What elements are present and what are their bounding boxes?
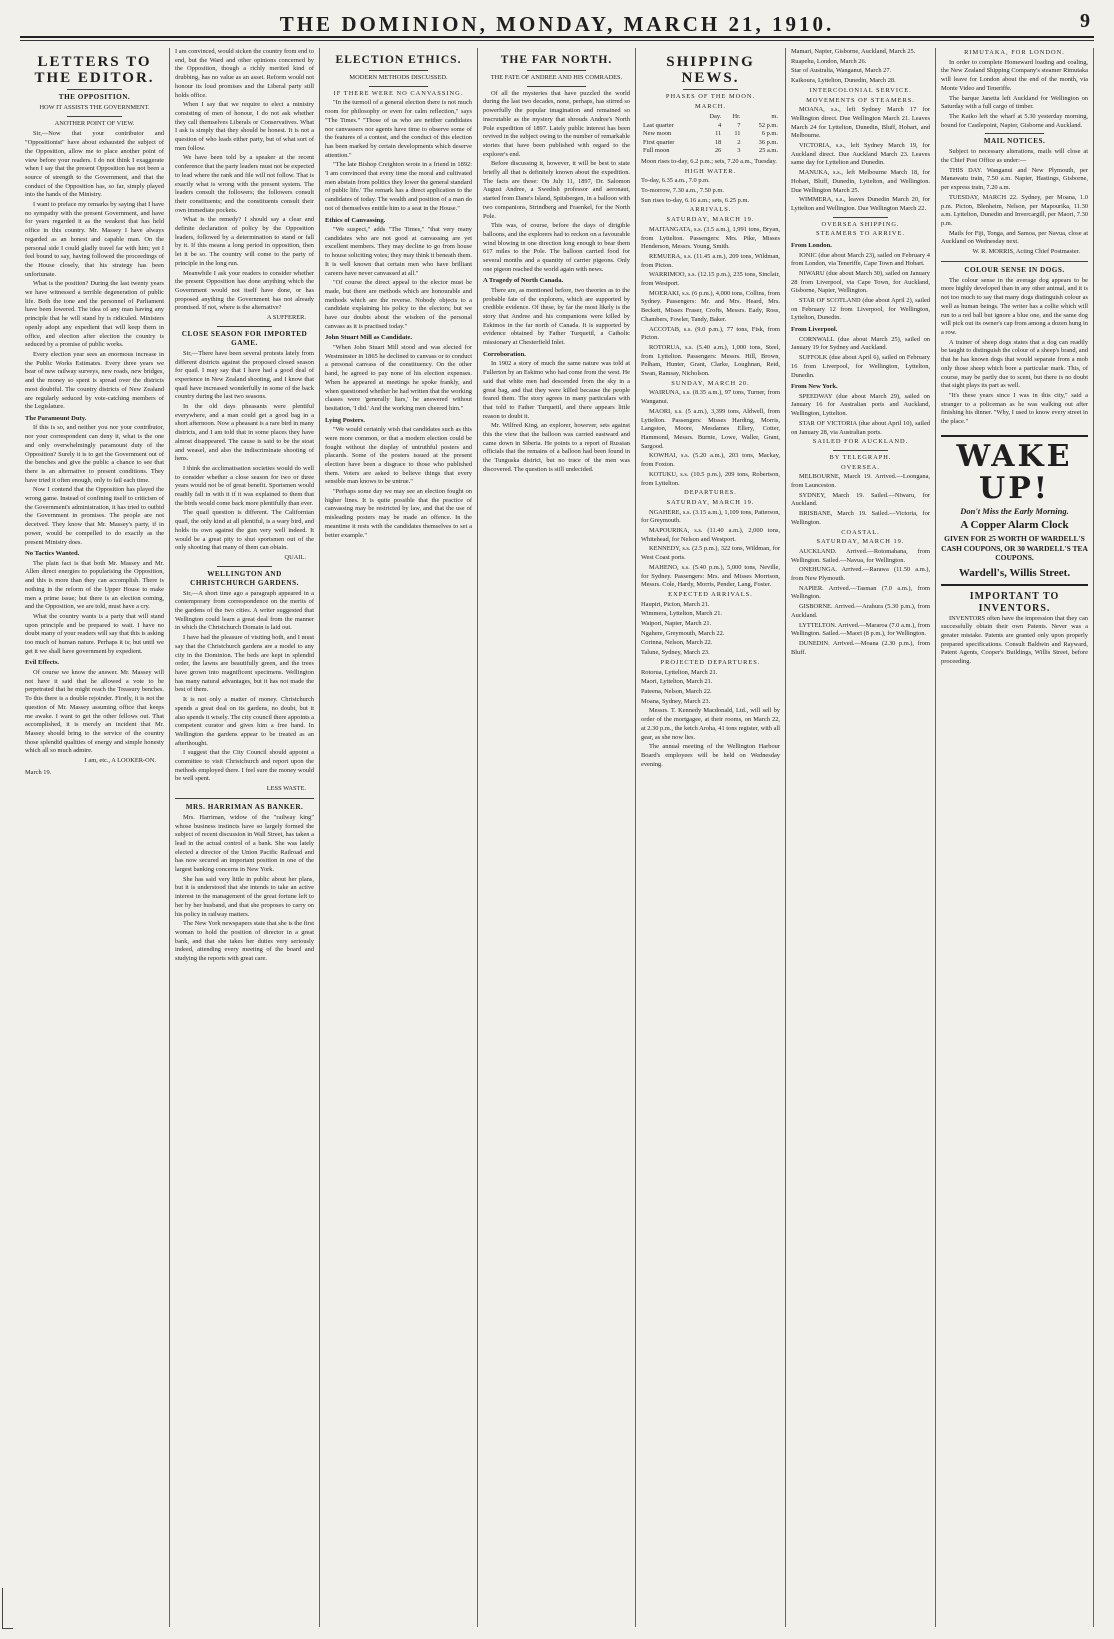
oversea-sub: OVERSEA. xyxy=(840,463,881,471)
article-paragraph: Mr. Wilfred King, an explorer, however, sets against this the view that the balloon was carried eastward and came down in Siberia. He points to a report of Russian officials that the remains of a balloon had been found in the Tunguska district, but no trace of the men was discovered. The question is still undecided. xyxy=(483,422,630,473)
shipping-entry: NGAHERE, s.s. (3.15 a.m.), 1,109 tons, Patterson, for Greymouth. xyxy=(641,508,780,525)
letter-signature: LESS WASTE. xyxy=(266,785,306,793)
shipping-entry: Star of Australia, Wanganui, March 27. xyxy=(791,67,892,75)
inventors-paragraph: INVENTORS often have the impression that they can successfully obtain their own Patents. Never was a greater mistake. Patents are granted only upon properly prepared specifications. Consult Baldwin and Rayward, Patent Agents, Cooper's Buildings, Willis Street, before proceeding. xyxy=(941,614,1088,666)
shipping-entry: KENNEDY, s.s. (2.5 p.m.), 322 tons, Wildman, for West Coast ports. xyxy=(641,545,780,562)
table-cell: 52 p.m. xyxy=(758,121,778,129)
letter-paragraph: Meanwhile I ask your readers to consider whether the present Opposition has done anything which the Government would not itself have done, or has proposed anything the Government has not already promised. If not, where is the alternative? xyxy=(175,269,314,312)
divider xyxy=(67,89,123,90)
shipping-entry: KOTUKU, s.s. (10.5 p.m.), 209 tons, Robertson, from Lyttelton. xyxy=(641,470,780,487)
column-notices xyxy=(936,48,1094,1627)
section-subhead: Ethics of Canvassing. xyxy=(325,216,386,224)
article-paragraph: TUESDAY, MARCH 22. Sydney, per Moana, 1.0 p.m. Picton, Blenheim, Nelson, per Mapourika, 11.30 a.m. Lyttelton, Dunedin and Invercargill, per Maori, 7.30 p.m. xyxy=(941,193,1088,227)
section-subhead: Lying Posters. xyxy=(325,416,365,424)
shipping-entry: Ruapehu, London, March 26. xyxy=(791,57,867,65)
shipping-entry: ACCOTAB, s.s. (9.0 p.m.), 77 tons, Fisk, from Picton. xyxy=(641,325,780,342)
section-subhead: From Liverpool. xyxy=(791,326,838,334)
page-number: 9 xyxy=(1080,10,1090,32)
expected-heading: EXPECTED ARRIVALS. xyxy=(668,590,753,598)
ad-tagline: Don't Miss the Early Morning. xyxy=(960,505,1069,516)
letter-paragraph: The quail question is different. The Californian quail, the only kind at all plentiful, is a wary bird, and holds its own against the gun very well indeed. It would be a great pity to shut sportsmen out of the only shooting that many of them can obtain. xyxy=(175,509,314,552)
table-header: m. xyxy=(771,113,778,121)
shipping-entry: REMUERA, s.s. (11.45 a.m.), 209 tons, Wildman, from Picton. xyxy=(641,252,780,269)
shipping-entry: ROTORUA, s.s. (5.40 a.m.), 1,000 tons, Steel, from Lyttelton. Passengers: Messrs. Hill, Brown, Pelham, Hunter, Grant, Clarke, Loughnan, Reid, Swan, Ramsay, Nicholson. xyxy=(641,343,780,378)
to-arrive-heading: STEAMERS TO ARRIVE. xyxy=(816,230,905,238)
moon-heading: PHASES OF THE MOON. xyxy=(665,93,756,100)
letter-paragraph: The plain fact is that both Mr. Massey and Mr. Allen direct energies to popularising the Opposition, and this is more than they can accomplish. There is nothing in the reform of the Upper House to make men a prime issue; but there is an election coming, and the Opposition, we are told, must have a cry. xyxy=(25,559,164,611)
letter-signature: QUAIL. xyxy=(284,553,306,561)
letter-paragraph: I think the acclimatisation societies would do well to consider whether a close season for two or three years would not be of great benefit. Sportsmen would readily fall in with it if it was explained to them that the birds would come back more plentifully than ever. xyxy=(175,464,314,507)
section-subhead: The Paramount Duty. xyxy=(25,414,87,422)
article-paragraph: "We suspect," adds "The Times," "that very many candidates who are not good at canvassing are yet excellent members. They may decline to go from house to house soliciting votes; they may think it beneath them. It is well known that certain men who have brilliant careers have never canvassed at all." xyxy=(325,226,472,277)
ad-offer: A Copper Alarm Clock xyxy=(960,519,1069,532)
shipping-entry: MAORI, s.s. (5 a.m.), 3,399 tons, Aldwell, from Lyttelton. Passengers: Misses Harding, Morris, Langston, Moore, Mesdames Ellery, Cotter, Hammond, Messrs. Burnie, Lowe, Waller, Grant, Sargood. xyxy=(641,407,780,450)
column-election-ethics xyxy=(320,48,478,1627)
table-cell: 7 xyxy=(737,121,741,129)
table-cell: 26 xyxy=(714,147,722,155)
column-letters-cont xyxy=(170,48,320,1627)
article-paragraph: The barque Janetta left Auckland for Wellington on Saturday with a full cargo of timber. xyxy=(941,94,1088,111)
table-row xyxy=(641,122,780,131)
arrivals-heading: ARRIVALS. xyxy=(689,206,732,214)
election-subhead: MODERN METHODS DISCUSSED. xyxy=(349,74,448,81)
shipping-entry: Talune, Sydney, March 23. xyxy=(641,649,710,657)
table-cell: 2 xyxy=(737,138,741,146)
section-subhead: No Tactics Wanted. xyxy=(25,550,80,558)
departures-heading: DEPARTURES. xyxy=(684,489,737,497)
table-row xyxy=(641,147,780,156)
shipping-entry: STAR OF SCOTLAND (due about April 2), sailed on February 12 from Liverpool, for Wellington, Lyttelton, Dunedin. xyxy=(791,297,930,322)
shipping-entry: VICTORIA, s.s., left Sydney March 19, for Auckland direct. Due Auckland March 23. Leaves same day for Lyttelton and Dunedin. xyxy=(791,142,930,167)
table-cell: Last quarter xyxy=(643,121,674,129)
gardens-heading: WELLINGTON AND CHRISTCHURCH GARDENS. xyxy=(190,569,299,587)
section-subhead: A Tragedy of North Canada. xyxy=(483,277,564,285)
shipping-entry: Corinna, Nelson, March 22. xyxy=(641,639,713,647)
shipping-entry: MANUKA, s.s., left Melbourne March 18, for Hobart, Bluff, Dunedin, Lyttelton, and Wellington. Due Wellington March 25. xyxy=(791,169,930,194)
shipping-entry: SUFFOLK (due about April 6), sailed on February 16 from Liverpool, for Wellington, Lyttelton, Dunedin. xyxy=(791,354,930,379)
article-paragraph: Subject to necessary alterations, mails will close at the Chief Post Office as under:— xyxy=(941,148,1088,165)
shipping-entry: MAPOURIKA, s.s. (11.40 a.m.), 2,000 tons, Whitehead, for Nelson and Westport. xyxy=(641,527,780,543)
subhead-another-point: ANOTHER POINT OF VIEW. xyxy=(54,119,135,127)
shipping-entry: MAITANGATA, s.s. (3.5 a.m.), 1,991 tons, Bryan, from Lyttelton. Passengers: Mrs. Pike, Misses Henderson, Messrs. Young, Smith. xyxy=(641,225,780,251)
divider xyxy=(217,566,273,567)
shipping-entry: Ngahere, Greymouth, March 22. xyxy=(641,629,725,637)
shipping-heading: SHIPPING NEWS. xyxy=(666,54,755,86)
article-paragraph: Mails for Fiji, Tonga, and Samoa, per Navua, close at Auckland on Wednesday next. xyxy=(941,229,1088,246)
article-paragraph: She has said very little in public about her plans, but it is understood that she intends to take an active interest in the management of the great fortune left to her by her husband, and that she proposes to carry on his policy in railway matters. xyxy=(175,875,314,918)
shipping-entry: Waipori, Napier, March 21. xyxy=(641,620,712,628)
divider xyxy=(175,798,314,799)
shipping-entry: IONIC (due about March 23), sailed on February 4 from London, via Teneriffe, Cape Town and Hobart. xyxy=(791,251,930,268)
article-paragraph: "When John Stuart Mill stood and was elected for Westminster in 1865 he declined to canvass or to conduct a personal canvass of the constituency. On the other hand, he agreed to pay none of his election expenses. When he appeared at meetings he spoke frankly, and when questioned whether he had written that the working classes were 'generally liars,' he answered without hesitation, 'I did.' And the working men cheered him." xyxy=(325,343,472,412)
subhead-opposition: THE OPPOSITION. xyxy=(58,93,131,101)
article-paragraph: The Kaiko left the wharf at 5.30 yesterday morning, bound for Castlepoint, Napier, Gisborne and Auckland. xyxy=(941,112,1088,129)
divider xyxy=(527,86,586,87)
letters-heading: LETTERS TO THE EDITOR. xyxy=(34,54,155,86)
election-heading: ELECTION ETHICS. xyxy=(335,54,462,66)
shipping-entry: Mamari, Napier, Gisborne, Auckland, March 25. xyxy=(791,48,916,55)
colour-sense-heading: COLOUR SENSE IN DOGS. xyxy=(964,265,1065,274)
postmaster-signature: W. R. MORRIS, Acting Chief Postmaster. xyxy=(972,248,1080,256)
table-header: Hr. xyxy=(732,113,741,121)
divider xyxy=(985,133,1044,134)
shipping-entry: LYTTELTON. Arrived.—Mararoa (7.0 a.m.), from Wellington. Sailed.—Maori (8 p.m.), for Wellington. xyxy=(791,621,930,638)
shipping-entry: MOERAKI, s.s. (6 p.m.), 4,000 tons, Collins, from Sydney. Passengers: Mr. and Mrs. Heard, Mrs. Beckett, Misses Fraser, Crofts, Messrs. Eady, Ross, Chambers, Fowler, Tandy, Baker. xyxy=(641,289,780,323)
oversea-heading: OVERSEA SHIPPING. xyxy=(821,220,900,228)
shipping-entry: MOANA, s.s., left Sydney March 17 for Wellington direct. Due Wellington March 21. Leaves March 24 for Lyttelton, Dunedin, Bluff, Hobart, and Melbourne. xyxy=(791,106,930,140)
letter-paragraph: Sir,—There have been several protests lately from different districts against the proposed closed season for quail. I may say that I have had a good deal of experience in New Zealand shooting, and I know that quail have increased wonderfully in some of the back country during the last two seasons. xyxy=(175,349,314,401)
letter-paragraph: What is the position? During the last twenty years we have witnessed a terrible degeneration of public life. Both the tone and the personnel of Parliament have been lowered. The idea of any man having any principle that he will stand by is ridiculed. Ministers openly adopt any expedient that will keep them in office, and election after election the country is seduced by a promise of public works. xyxy=(25,280,164,349)
column-far-north xyxy=(478,48,636,1627)
masthead-rule xyxy=(20,40,1094,41)
harriman-heading: MRS. HARRIMAN AS BANKER. xyxy=(185,802,304,811)
moon-table xyxy=(641,113,780,156)
close-season-heading: CLOSE SEASON FOR IMPORTED GAME. xyxy=(181,329,308,347)
letter-paragraph: When I say that we require to elect a ministry consisting of men of honour, I do not ask whether they call themselves Liberals or Conservatives. What I ask is simply that they should be honest. It is not a question of who leads either party, but of what sort of men follow. xyxy=(175,101,314,152)
table-header xyxy=(641,113,698,122)
sailed-heading: SAILED FOR AUCKLAND. xyxy=(812,438,909,446)
masthead xyxy=(20,10,1094,38)
shipping-entry: WARRIMOO, s.s. (12.15 p.m.), 235 tons, Sinclair, from Westport. xyxy=(641,271,780,288)
shipping-entry: Wimmera, Lyttelton, March 21. xyxy=(641,610,723,618)
section-subhead: Corroboration. xyxy=(483,350,526,358)
article-paragraph: Mrs. Harriman, widow of the "railway king" whose business instincts have so largely formed the subject of recent discussion in Wall Street, has taken a lead in the actual control of a bank. She was lately elected a director of the Union Pacific Railroad and has now secured an important position in one of the largest banking concerns in New York. xyxy=(175,813,314,874)
table-cell: Full moon xyxy=(643,147,670,155)
article-paragraph: THIS DAY. Wanganui and New Plymouth, per Manawatu train, 7.50 a.m. Napier, Hastings, Gisborne, per express train, 7.20 a.m. xyxy=(941,166,1088,192)
article-paragraph: "Of course the direct appeal to the elector must be made, but there are methods which are honourable and methods which are the reverse. Nobody objects to a candidate explaining his policy to the electors; but we have our doubts about the wisdom of the personal canvass as it is practised today." xyxy=(325,279,472,330)
shipping-entry: MELBOURNE, March 19. Arrived.—Loongana, from Launceston. xyxy=(791,473,930,490)
letter-paragraph: We have been told by a speaker at the recent conference that the party leaders must not be expected to lead where the rank and file will not follow. That is exactly what is wrong with the present system. The leaders consult the followers; the followers consult their constituents; and the constituents consult their own immediate pockets. xyxy=(175,154,314,214)
column-shipping xyxy=(636,48,786,1627)
table-cell: 11 xyxy=(715,130,722,138)
letter-paragraph: I suggest that the City Council should appoint a committee to visit Christchurch and report upon the methods employed there. I feel sure the money would be well spent. xyxy=(175,749,314,783)
column-letters xyxy=(20,48,170,1627)
shipping-entry: Rotorua, Lyttelton, March 21. xyxy=(641,668,718,676)
divider xyxy=(941,261,1088,262)
high-water-line: To-morrow, 7.30 a.m., 7.50 p.m. xyxy=(641,187,724,195)
article-paragraph: "In the turmoil of a general election there is not much room for philosophy or even for calm reflection," says "The Times." "Those of us who are neither candidates nor canvassers nor agents have time to observe some of the features of a contest, and the conduct of this election has been marked by certain developments which deserve attention." xyxy=(325,99,472,159)
letter-paragraph: I am convinced, would sicken the country from end to end, but the Ward and other opinions concerned by the Opposition, though a richly merited kind of drubbing, has no value as an asset. Reform would not honour its loud promises and the Liberal party still holds office. xyxy=(175,48,314,99)
letter-paragraph: What the country wants is a party that will stand upon principle and be prepared to wait. I have no doubt many of your readers will say that this is asking too much of human nature. Perhaps it is; but until we get it we shall have government by expedient. xyxy=(25,612,164,655)
table-cell: 3 xyxy=(737,147,741,155)
section-subhead: From New York. xyxy=(791,383,838,391)
divider xyxy=(833,450,889,451)
letter-paragraph: Every election year sees an enormous increase in the Public Works Estimates. Every three years we hear of new railway surveys, new roads, new bridges, and the money so spent is spread over the districts most doubtful. The country districts of New Zealand are regularly seduced by vote-catching members of the Legislature. xyxy=(25,350,164,411)
table-cell: 36 p.m. xyxy=(758,138,778,146)
masthead-title: THE DOMINION, MONDAY, MARCH 21, 1910. xyxy=(279,12,835,36)
column-shipping-cont xyxy=(786,48,936,1627)
margin-mark xyxy=(2,1588,13,1629)
letter-paragraph: In the old days pheasants were plentiful everywhere, and a man could get a good bag in a short afternoon. Now a pheasant is a rare bird in many districts, and I am told that in some places they have almost disappeared. The cause is said to be the stoat and weasel, and also the indiscriminate shooting of hens. xyxy=(175,403,314,463)
article-paragraph: "It's these years since I was in this city," said a stranger to a policeman as he was walking out after finishing his dinner. "Why, I used to know every street in the place." xyxy=(941,391,1088,426)
shipping-entry: Kaikoura, Lyttelton, Dunedin, March 28. xyxy=(791,77,896,85)
intercolonial-heading: INTERCOLONIAL SERVICE. xyxy=(809,86,912,94)
shipping-entry: Pateena, Nelson, March 22. xyxy=(641,687,712,695)
divider xyxy=(67,116,123,117)
shipping-entry: Haupiri, Picton, March 21. xyxy=(641,600,710,608)
telegraph-heading: BY TELEGRAPH. xyxy=(829,453,892,461)
ad-location: Wardell's, Willis Street. xyxy=(958,566,1071,579)
shipping-entry: STAR OF VICTORIA (due about April 10), sailed on January 28, via Australian ports. xyxy=(791,419,930,436)
article-paragraph: "We would certainly wish that candidates such as this were more common, or that a modern election could be fought without the display of untruthful posters and placards. Some of the posters issued at the present election have been a disgrace to those who published them. Voters are asked to believe things that every sensible man knows to be untrue." xyxy=(325,426,472,486)
table-row xyxy=(641,130,780,139)
article-paragraph: There are, as mentioned before, two theories as to the probable fate of the explorers, which are supported by credible evidence. Of these, by far the most likely is the story that Andree and his companions were killed by Eskimos in the far north of Canada. It is supported by evidence obtained by Father Turquetil, a Catholic missionary at Chesterfield Inlet. xyxy=(483,286,630,347)
shipping-entry: GISBORNE. Arrived.—Arahura (5.30 p.m.), from Auckland. xyxy=(791,603,930,619)
inventors-advertisement xyxy=(941,591,1088,667)
table-cell: 18 xyxy=(714,138,722,146)
section-subhead: From London. xyxy=(791,242,832,250)
article-paragraph: "The late Bishop Creighton wrote in a friend in 1892: 'I am convinced that every time the moral and cultivated men abstain from politics they lower the general standard of public life.' The remark has a direct application to the candidates of today. The wealth and position of a man do not of themselves entitle him to a seat in the House." xyxy=(325,161,472,212)
arrivals-date: SUNDAY, MARCH 20. xyxy=(671,379,750,387)
shipping-note: The annual meeting of the Wellington Harbour Board's employees will be held on Wednesday evening. xyxy=(641,743,780,768)
high-water-heading: HIGH WATER. xyxy=(684,167,737,175)
table-header: Day. xyxy=(709,113,722,121)
shipping-entry: DUNEDIN. Arrived.—Moana (2.30 p.m.), from Bluff. xyxy=(791,639,930,656)
shipping-entry: WIMMERA, s.s., leaves Dunedin March 20, for Lyttelton and Wellington. Due Wellington March 22. xyxy=(791,196,930,212)
shipping-entry: WAIRUNA, s.s. (8.35 a.m.), 97 tons, Turner, from Wanganui. xyxy=(641,389,780,406)
projected-heading: PROJECTED DEPARTURES. xyxy=(660,658,761,666)
shipping-entry: SYDNEY, March 19. Sailed.—Niwaru, for Auckland. xyxy=(791,491,930,508)
table-cell: First quarter xyxy=(643,138,675,146)
shipping-note: Messrs. T. Kennedy Macdonald, Ltd., will sell by order of the mortgagee, at their rooms, on March 22, at 2.30 p.m., the ketch Aroha, 41 tons register, with all gear, as she now lies. xyxy=(641,707,780,741)
high-water-line: To-day, 6.35 a.m., 7.0 p.m. xyxy=(641,177,710,185)
article-paragraph: In 1902 a story of much the same nature was told at Fullerton by an Eskimo who had come from the west. He said that white men had descended from the sky in a great bag, and that they were killed because the people feared them. The story agrees in many particulars with that told to Father Turquetil, and there appears little reason to doubt it. xyxy=(483,360,630,420)
shipping-entry: CORNWALL (due about March 25), sailed on January 19 for Sydney and Auckland. xyxy=(791,335,930,352)
subhead-assists: HOW IT ASSISTS THE GOVERNMENT. xyxy=(39,104,150,111)
section-subhead: John Stuart Mill as Candidate. xyxy=(325,334,413,342)
shipping-entry: KOWHAI, s.s. (5.20 a.m.), 203 tons, Mackay, from Foxton. xyxy=(641,452,780,469)
coastal-date: SATURDAY, MARCH 19. xyxy=(816,538,905,546)
table-cell: 11 xyxy=(734,130,741,138)
far-north-heading: THE FAR NORTH. xyxy=(500,54,613,66)
moon-note: Moon rises to-day, 6.2 p.m.; sets, 7.20 a.m., Tuesday. xyxy=(641,157,777,165)
ad-offer-detail: GIVEN FOR 25 WORTH OF WARDELL'S CASH COUPONS, OR 30 WARDELL'S TEA COUPONS. xyxy=(941,534,1088,563)
rimutaka-heading: RIMUTAKA, FOR LONDON. xyxy=(964,49,1065,56)
shipping-entry: MAHENO, s.s. (5.40 p.m.), 5,000 tons, Neville, for Sydney. Passengers: Mrs. and Misses Morrison, Messrs. Cole, Hardy, Morris, Pender, Lang, Foster. xyxy=(641,563,780,589)
letter-signature: A SUFFERER. xyxy=(266,314,306,322)
letter-paragraph: Now I contend that the Opposition has played the wrong game. Instead of confining itself to criticism of the Government's administration, it has tried to outbid the Government in promises. The people are not deceived. They know that Mr. Massey's party, if in power, would be compelled to do exactly as the present Ministry does. xyxy=(25,486,164,546)
shipping-entry: ONEHUNGA. Arrived.—Rarawa (11.50 a.m.), from New Plymouth. xyxy=(791,566,930,583)
letter-paragraph: What is the remedy? I should say a clear and definite declaration of policy by the Opposition leaders, followed by a determination to stand or fall by it. If this means a long period in opposition, then let it be so. The country will come to the party of principle in the long run. xyxy=(175,216,314,267)
inventors-title: IMPORTANT TO INVENTORS. xyxy=(969,590,1060,614)
article-paragraph: The New York newspapers state that she is the first woman to hold the position of director in a great bank, and that she takes her duties very seriously indeed, attending every meeting of the board and studying the reports with great care. xyxy=(175,920,314,963)
letter-signature: I am, etc., A LOOKER-ON. xyxy=(84,757,156,765)
article-paragraph: In order to complete Homeward loading and coaling, the New Zealand Shipping Company's steamer Rimutaka will leave for London about the end of the month, via Monte Video and Teneriffe. xyxy=(941,58,1088,92)
table-cell: 6 p.m. xyxy=(761,130,778,138)
shipping-entry: Maori, Lyttelton, March 21. xyxy=(641,678,713,686)
table-cell: New moon xyxy=(643,130,672,138)
far-north-subhead: THE FATE OF ANDREE AND HIS COMRADES. xyxy=(490,74,623,81)
divider xyxy=(527,70,586,71)
mail-notices-heading: MAIL NOTICES. xyxy=(983,137,1046,146)
shipping-entry: NIWARU (due about March 30), sailed on January 28 from Liverpool, via Cape Town, for Auckland, Gisborne, Napier, Wellington. xyxy=(791,269,930,295)
letter-paragraph: Sir,—Now that your contributor and "Oppositionist" have about exhausted the subject of the Opposition, allow me to place another point of view before your readers. I do not think I exaggerate when I say that the present Opposition has not been a source of strength to the Government, and that the conduct of the Opposition has, so far, simply played into the hands of the Ministry. xyxy=(25,130,164,199)
sun-note: Sun rises to-day, 6.16 a.m.; sets, 6.25 p.m. xyxy=(641,196,750,204)
letter-paragraph: I have had the pleasure of visiting both, and I must say that the Christchurch gardens are a model to any city in the Dominion. The beds are kept in splendid order, the lawns are beautifully green, and the trees have grown into magnificent specimens. Wellington has many natural advantages, but it has not made the best of them. xyxy=(175,634,314,694)
table-row xyxy=(641,139,780,148)
divider xyxy=(833,217,889,218)
shipping-entry: NAPIER. Arrived.—Tasman (7.0 a.m.), from Wellington. xyxy=(791,584,930,601)
article-paragraph: "Perhaps some day we may see an election fought on higher lines. It is quite possible that the practice of canvassing may be restricted by law, and that the use of misleading posters may be made an offence. In the meantime it rests with the candidates themselves to set a better example." xyxy=(325,488,472,539)
article-paragraph: This was, of course, before the days of dirigible balloons, and the explorers had to reckon on a favourable wind blowing in one direction long enough to bear them 617 miles to the Pole. The balloon carried food for several months and a quantity of carrier pigeons. Only one pigeon reached the world again with news. xyxy=(483,222,630,273)
shipping-entry: AUCKLAND. Arrived.—Rotomahana, from Wellington. Sailed.—Navua, for Wellington. xyxy=(791,547,930,564)
shipping-entry: SPEEDWAY (due about March 29), sailed on January 16 for Australian ports and Auckland, Wellington, Lyttelton. xyxy=(791,392,930,418)
arrivals-date: SATURDAY, MARCH 19. xyxy=(666,216,755,224)
ad-headline: WAKE UP! xyxy=(956,438,1073,506)
divider xyxy=(217,326,273,327)
shipping-entry: BRISBANE, March 19. Sailed.—Victoria, for Wellington. xyxy=(791,510,930,526)
movements-heading: MOVEMENTS OF STEAMERS. xyxy=(806,96,915,104)
shipping-entry: Moana, Sydney, March 23. xyxy=(641,697,711,705)
departures-date: SATURDAY, MARCH 19. xyxy=(666,498,755,506)
letter-paragraph: Of course we know the answer. Mr. Massey will not have it said that he allowed a vote to be perpetrated that he might reach the Treasury benches. To this there is a double rejoinder. Firstly, it is not the question of Mr. Massey assuming office that keeps me awake. I want to get the other fellows out. That accomplished, it is merely an incident that Mr. Massey should bring to the service of the country those splendid qualities of energy and simple honesty which all so much admire. xyxy=(25,668,164,755)
election-smallcap: IF THERE WERE NO CANVASSING. xyxy=(333,89,464,97)
letter-date: March 19. xyxy=(25,768,52,776)
table-cell: 4 xyxy=(718,121,722,129)
divider xyxy=(683,89,739,90)
article-paragraph: Before discussing it, however, it will be best to state briefly all that is definitely known about the expedition. The facts are these: On July 11, 1897, Dr. Salomon August Andree, a Swedish professor and aeronaut, started from Dane's Island, Spitsbergen, in a balloon with two companions, Strindberg and Fraenkel, for the North Pole. xyxy=(483,160,630,220)
divider xyxy=(369,70,428,71)
article-paragraph: Of all the mysteries that have puzzled the world during the last two decades, none, perhaps, has stirred so powerfully the popular imagination and remained so inscrutable as the mystery that shrouds Andree's North Pole expedition of 1897. Lately public interest has been revived in the subject owing to the number of remarkable stories that have been published with regard to the explorer's end. xyxy=(483,89,630,158)
moon-month: MARCH. xyxy=(694,102,727,110)
letter-paragraph: If this is so, and neither you nor your contributor, nor your correspondent can deny it, what is the one and only overwhelmingly paramount duty of the Opposition? Surely it is to get the Government out of the benches and give the public a chance to see that there is an alternative to present conditions. They have tried it often enough, only to fail each time. xyxy=(25,424,164,484)
coastal-heading: COASTAL. xyxy=(841,528,880,536)
letter-paragraph: It is not only a matter of money. Christchurch spends a great deal on its gardens, no doubt, but it also spends it wisely. The city council there appoints a competent curator and gives him a free hand. In Wellington the gardens appear to be treated as an afterthought. xyxy=(175,696,314,747)
letter-paragraph: Sir,—A short time ago a paragraph appeared in a contemporary from correspondence on the merits of the gardens of the two cities. A writer suggested that Wellington could learn a great deal from the manner in which the Christchurch Domain is laid out. xyxy=(175,589,314,632)
wake-up-advertisement xyxy=(941,435,1088,586)
letter-paragraph: I want to preface my remarks by saying that I have no sympathy with the present Government, and have for years regarded it as the weakest that has held office in this country. Mr. Massey I have always regarded as an honest and capable man. On the personal side I could gladly travel far with him; yet I feel bound to say, having followed the proceedings of the House closely, that his strategy has been unfortunate. xyxy=(25,201,164,278)
table-header-row xyxy=(641,113,780,122)
section-subhead: Evil Effects. xyxy=(25,659,60,667)
table-cell: 25 a.m. xyxy=(759,147,778,155)
divider xyxy=(369,86,428,87)
article-paragraph: The colour sense in the average dog appears to be more highly developed than in any other animal, and it is not too much to say that many dogs distinguish colour as well as human beings. The writer has a collie which will run to a red ball but ignore a blue one, and the same dog will pick out its owner's cap from among a dozen hung in a row. xyxy=(941,276,1088,336)
article-paragraph: A trainer of sheep dogs states that a dog can readily be taught to distinguish the colour of a sheep's brand, and that he has known dogs that would separate from a mob only those sheep which bore a particular mark. This, of course, may be partly due to scent, but there is no doubt that sight plays its part as well. xyxy=(941,338,1088,390)
